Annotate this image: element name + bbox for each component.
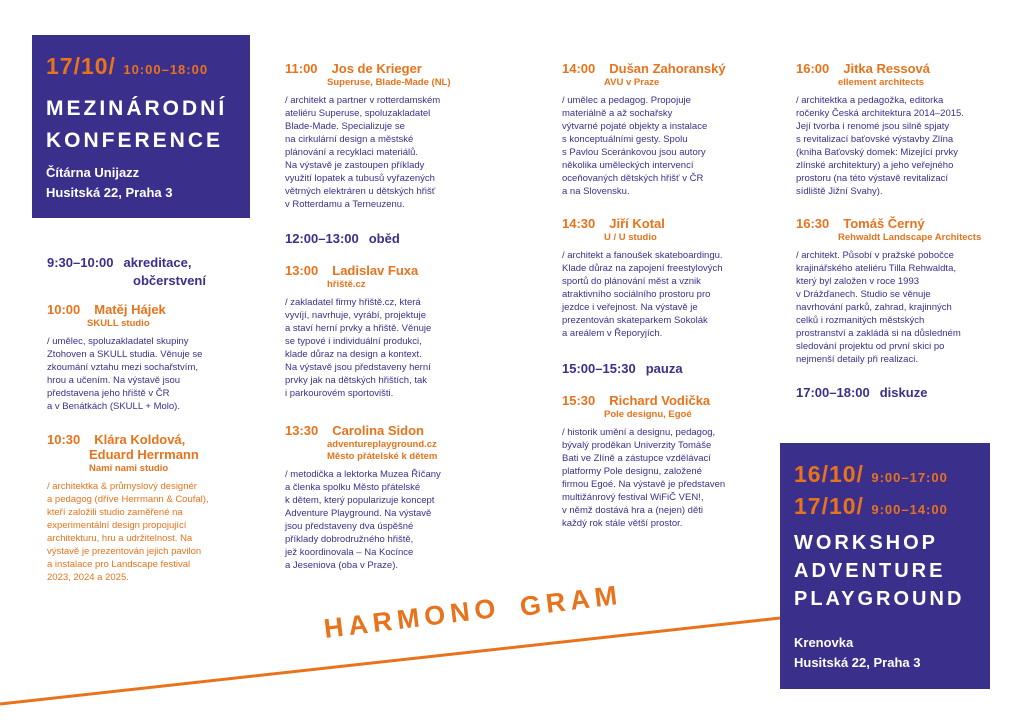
talk-sidon: 13:30 Carolina Sidon adventureplayground.cz Město přátelské k dětem / metodička a lektorka Muzea Říčany a členka spolku Město přátelské k dětem, který popularizuje koncept Adventure Playground. Na výstavě jsou představeny dva úspěšné příklady dobrodružného hřiště, jež koordinovala – Na Kocínce a Jeseniova (oba v Praze). — [285, 423, 441, 571]
workshop-date-2: 17/10/ 9:00–14:00 — [794, 493, 948, 519]
lunch-slot: 12:00–13:00 oběd — [285, 231, 400, 246]
brand-harmono: HARMONO — [322, 592, 503, 645]
conference-title: MEZINÁRODNÍ KONFERENCE — [46, 97, 228, 152]
brand-gram: GRAM — [518, 579, 624, 623]
talk-fuxa: 13:00 Ladislav Fuxa hřiště.cz / zakladatel firmy hřiště.cz, která vyvíjí, navrhuje, vyrábí, projektuje a staví herní prvky a hřiště. Věnuje se typové i individuální produkci, klade důraz na design a kontext. Na výstavě jsou představeny herní prvky jak na dětských hřištích, tak i parkourovém sportovišti. — [285, 263, 432, 399]
talk-de-krieger: 11:00 Jos de Krieger Superuse, Blade-Made (NL) / architekt a partner v rotterdamském ateliéru Superuse, spoluzakladatel Blade-Made. Specializuje se na cirkulární design a městské plánování a recyklaci materiálů. Na výstavě je zastoupen příklady využití lopatek a tubusů vyřazených větrných elektráren u dětských hřišť v Rotterdamu a Terneuzenu. — [285, 61, 451, 210]
workshop-date-1: 16/10/ 9:00–17:00 — [794, 461, 948, 487]
workshop-title: WORKSHOP ADVENTURE PLAYGROUND — [794, 532, 965, 610]
conference-venue: Čítárna Unijazz Husitská 22, Praha 3 — [46, 165, 173, 200]
talk-cerny: 16:30 Tomáš Černý Rehwaldt Landscape Architects / architekt. Působí v pražské pobočce krajinářského ateliéru Tilla Rehwaldta, který byl založen v roce 1993 v Drážďanech. Studio se věnuje navrhování parků, zahrad, krajinných celků i rozmanitých městských prostranství a zakládá si na důsledném sledování projektu od první skici po nejmenší detaily při realizaci. — [796, 216, 982, 365]
accreditation-slot: 9:30–10:00 akreditace, občerstvení — [47, 255, 206, 288]
talk-hajek: 10:00 Matěj Hájek SKULL studio / umělec, spoluzakladatel skupiny Ztohoven a SKULL studia. Věnuje se zkoumání vztahu mezi sochařstvím, hrou a učením. Na výstavě jsou představena jeho hřiště v ČR a v Benátkách (SKULL + Molo). — [47, 302, 203, 412]
talk-zahoransky: 14:00 Dušan Zahoranský AVU v Praze / umělec a pedagog. Propojuje materiálně a až sochařsky výtvarné pojaté objekty a instalace s konceptuálními gesty. Spolu s Pavlou Sceránkovou jsou autory několika uměleckých intervencí oceňovaných dětských hřišť v ČR a na Slovensku. — [562, 61, 726, 197]
discussion-slot: 17:00–18:00 diskuze — [796, 385, 928, 400]
talk-kotal: 14:30 Jiří Kotal U / U studio / architekt a fanoušek skateboardingu. Klade důraz na zapojení freestylových sportů do plánování měst a vznik atraktivního sociálního prostoru pro jezdce i veřejnost. Na výstavě je prezentován skateparkem Sokolák a areálem v Řeporyjích. — [562, 216, 723, 339]
talk-vodicka: 15:30 Richard Vodička Pole designu, Egoé / historik umění a designu, pedagog, bývalý proděkan Univerzity Tomáše Bati ve Zlíně a zástupce vzdělávací platformy Pole designu, založené firmou Egoé. Na výstavě je představen multižánrový festival WiFiČ VEN!, v němž dostává hra a (nejen) děti každý rok stále větší prostor. — [562, 393, 726, 529]
workshop-venue: Krenovka Husitská 22, Praha 3 — [794, 635, 921, 670]
conference-date: 17/10/ 10:00–18:00 — [46, 53, 209, 79]
break-slot: 15:00–15:30 pauza — [562, 361, 683, 376]
talk-ressova: 16:00 Jitka Ressová ellement architects / architektka a pedagožka, editorka ročenky Česká architektura 2014–2015. Její tvorba i renomé jsou silně spjaty s revitalizací baťovské výstavby Zlína (kniha Baťovský domek: Mizející prvky zlínské architektury) a jeho veřejného prostoru (na této výstavě revitalizací sídliště Jižní Svahy). — [796, 61, 964, 197]
talk-koldova-herrmann: 10:30 Klára Koldová, Eduard Herrmann Nami nami studio / architektka & průmyslový designér a pedagog (dříve Herrmann & Coufal), kteří založili studio zaměřené na experimentální design propojující architekturu, hru a udržitelnost. Na výstavě je prezentován jejich pavilon a instalace pro Landscape festival 2023, 2024 a 2025. — [47, 432, 209, 583]
